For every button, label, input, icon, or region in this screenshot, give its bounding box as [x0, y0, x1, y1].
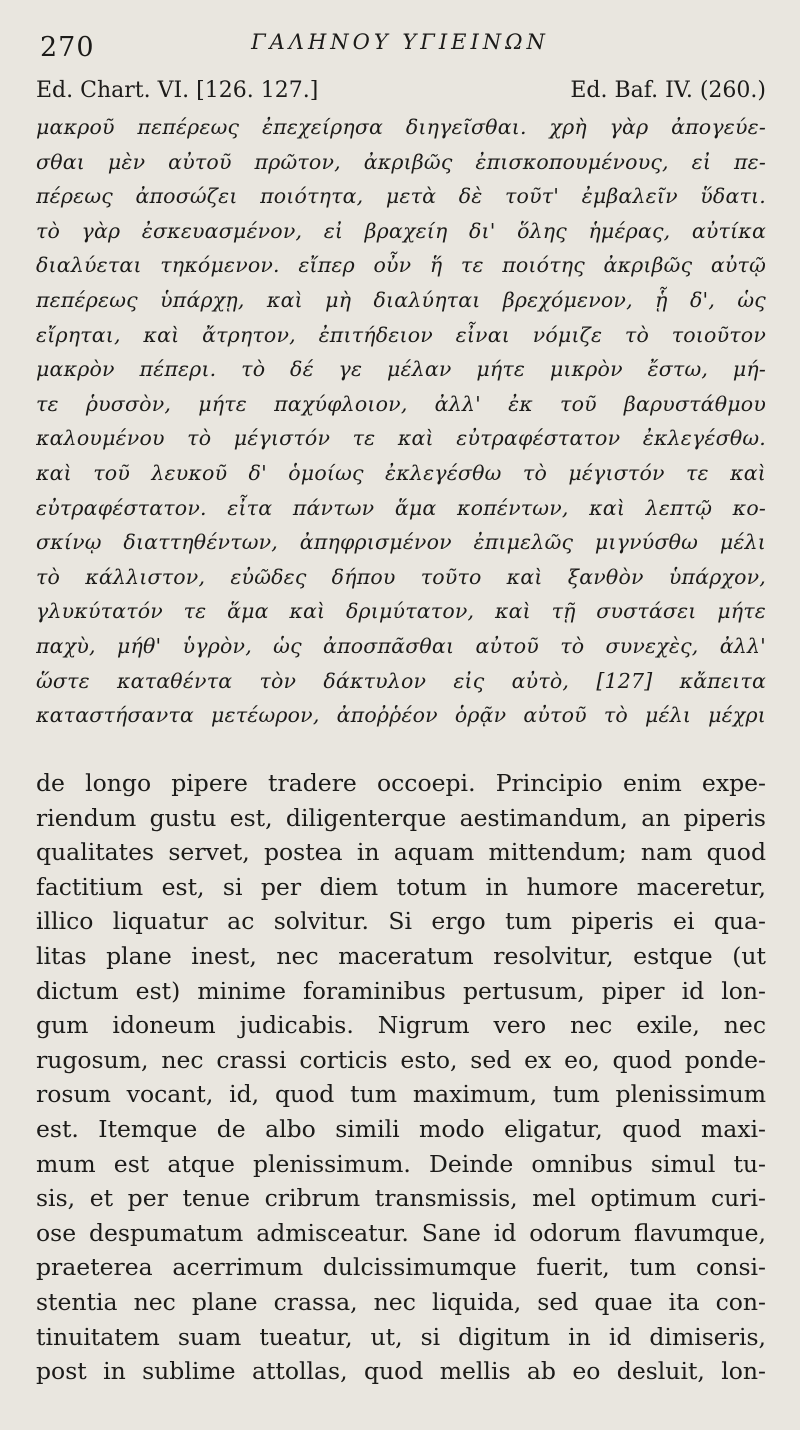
greek-text-line: σκίνῳ διαττηθέντων, ἀπηφρισμένον ἐπιμελῶς μιγνύσθω μέλι	[36, 530, 766, 555]
latin-text-line: dictum est) minime foraminibus pertusum, piper id lon-	[36, 976, 766, 1005]
greek-text-line: γλυκύτατόν τε ἅμα καὶ δριμύτατον, καὶ τῇ συστάσει μήτε	[36, 599, 766, 624]
greek-text-line: σθαι μὲν αὐτοῦ πρῶτον, ἀκριβῶς ἐπισκοπουμένους, εἰ πε-	[36, 149, 766, 174]
latin-text-line: rugosum, nec crassi corticis esto, sed ex eo, quod ponde-	[36, 1045, 766, 1074]
latin-text-line: de longo pipere tradere occoepi. Principio enim expe-	[36, 769, 766, 797]
greek-text-line: καλουμένου τὸ μέγιστόν τε καὶ εὐτραφέστατον ἐκλεγέσθω.	[36, 426, 766, 451]
latin-text-line: tinuitatem suam tueatur, ut, si digitum in id dimiseris,	[36, 1322, 766, 1351]
greek-text-line: παχὺ, μήθ' ὑγρὸν, ὡς ἀποσπᾶσθαι αὐτοῦ τὸ συνεχὲς, ἀλλ'	[36, 633, 766, 658]
latin-text-line: litas plane inest, nec maceratum resolvitur, estque (ut	[36, 941, 766, 970]
greek-text-line: εὐτραφέστατον. εἶτα πάντων ἅμα κοπέντων, καὶ λεπτῷ κο-	[36, 495, 766, 520]
latin-text-line: gum idoneum judicabis. Nigrum vero nec exile, nec	[36, 1011, 766, 1040]
greek-text-line: διαλύεται τηκόμενον. εἴπερ οὖν ἥ τε ποιότης ἀκριβῶς αὐτῷ	[36, 253, 766, 278]
greek-text-block	[36, 110, 766, 733]
greek-text-line: τὸ κάλλιστον, εὐῶδες δήπου τοῦτο καὶ ξανθὸν ὑπάρχον,	[36, 564, 766, 589]
greek-text-line: καταστήσαντα μετέωρον, ἀποῤῥέον ὁρᾷν αὐτοῦ τὸ μέλι μέχρι	[36, 703, 766, 728]
greek-text-line: ὥστε καταθέντα τὸν δάκτυλον εἰς αὐτὸ, [127] κἄπειτα	[36, 668, 766, 693]
latin-text-line: rosum vocant, id, quod tum maximum, tum plenissimum	[36, 1080, 766, 1109]
greek-text-line: μακρὸν πέπερι. τὸ δέ γε μέλαν μήτε μικρὸν ἔστω, μή-	[36, 357, 766, 382]
latin-text-line: illico liquatur ac solvitur. Si ergo tum piperis ei qua-	[36, 907, 766, 936]
greek-text-line: μακροῦ πεπέρεως ἐπεχείρησα διηγεῖσθαι. χρὴ γὰρ ἀπογεύε-	[36, 115, 766, 139]
greek-text-line: πεπέρεως ὑπάρχῃ, καὶ μὴ διαλύηται βρεχόμενον, ᾗ δ', ὡς	[36, 287, 766, 312]
latin-text-line: sis, et per tenue cribrum transmissis, mel optimum curi-	[36, 1184, 766, 1213]
greek-text-line: καὶ τοῦ λευκοῦ δ' ὁμοίως ἐκλεγέσθω τὸ μέγιστόν τε καὶ	[36, 460, 766, 485]
running-title: ΓΑΛΗΝΟΥ ΥΓΙΕΙΝΩΝ	[251, 30, 549, 54]
latin-text-block	[36, 766, 766, 1389]
latin-text-line: factitium est, si per diem totum in humore maceretur,	[36, 872, 766, 901]
page-number: 270	[40, 32, 95, 63]
greek-text-line: τὸ γὰρ ἐσκευασμένον, εἰ βραχείη δι' ὅλης ἡμέρας, αὐτίκα	[36, 218, 766, 243]
edition-reference-left: Ed. Chart. VI. [126. 127.]	[36, 78, 319, 103]
latin-text-line: mum est atque plenissimum. Deinde omnibus simul tu-	[36, 1149, 766, 1178]
latin-text-line: est. Itemque de albo simili modo eligatur, quod maxi-	[36, 1114, 766, 1143]
edition-reference-right: Ed. Baf. IV. (260.)	[570, 78, 766, 103]
latin-text-line: riendum gustu est, diligenterque aestimandum, an piperis	[36, 803, 766, 832]
latin-text-line: qualitates servet, postea in aquam mittendum; nam quod	[36, 838, 766, 867]
latin-text-line: stentia nec plane crassa, nec liquida, sed quae ita con-	[36, 1287, 766, 1316]
greek-text-line: πέρεως ἀποσώζει ποιότητα, μετὰ δὲ τοῦτ' ἐμβαλεῖν ὕδατι.	[36, 184, 766, 209]
latin-text-line: ose despumatum admisceatur. Sane id odorum flavumque,	[36, 1218, 766, 1247]
greek-text-line: τε ῥυσσὸν, μήτε παχύφλοιον, ἀλλ' ἐκ τοῦ βαρυστάθμου	[36, 391, 766, 416]
latin-text-line: post in sublime attollas, quod mellis ab eo desluit, lon-	[36, 1357, 766, 1386]
latin-text-line: praeterea acerrimum dulcissimumque fuerit, tum consi-	[36, 1253, 766, 1282]
greek-text-line: εἴρηται, καὶ ἄτρητον, ἐπιτήδειον εἶναι νόμιζε τὸ τοιοῦτον	[36, 322, 766, 347]
